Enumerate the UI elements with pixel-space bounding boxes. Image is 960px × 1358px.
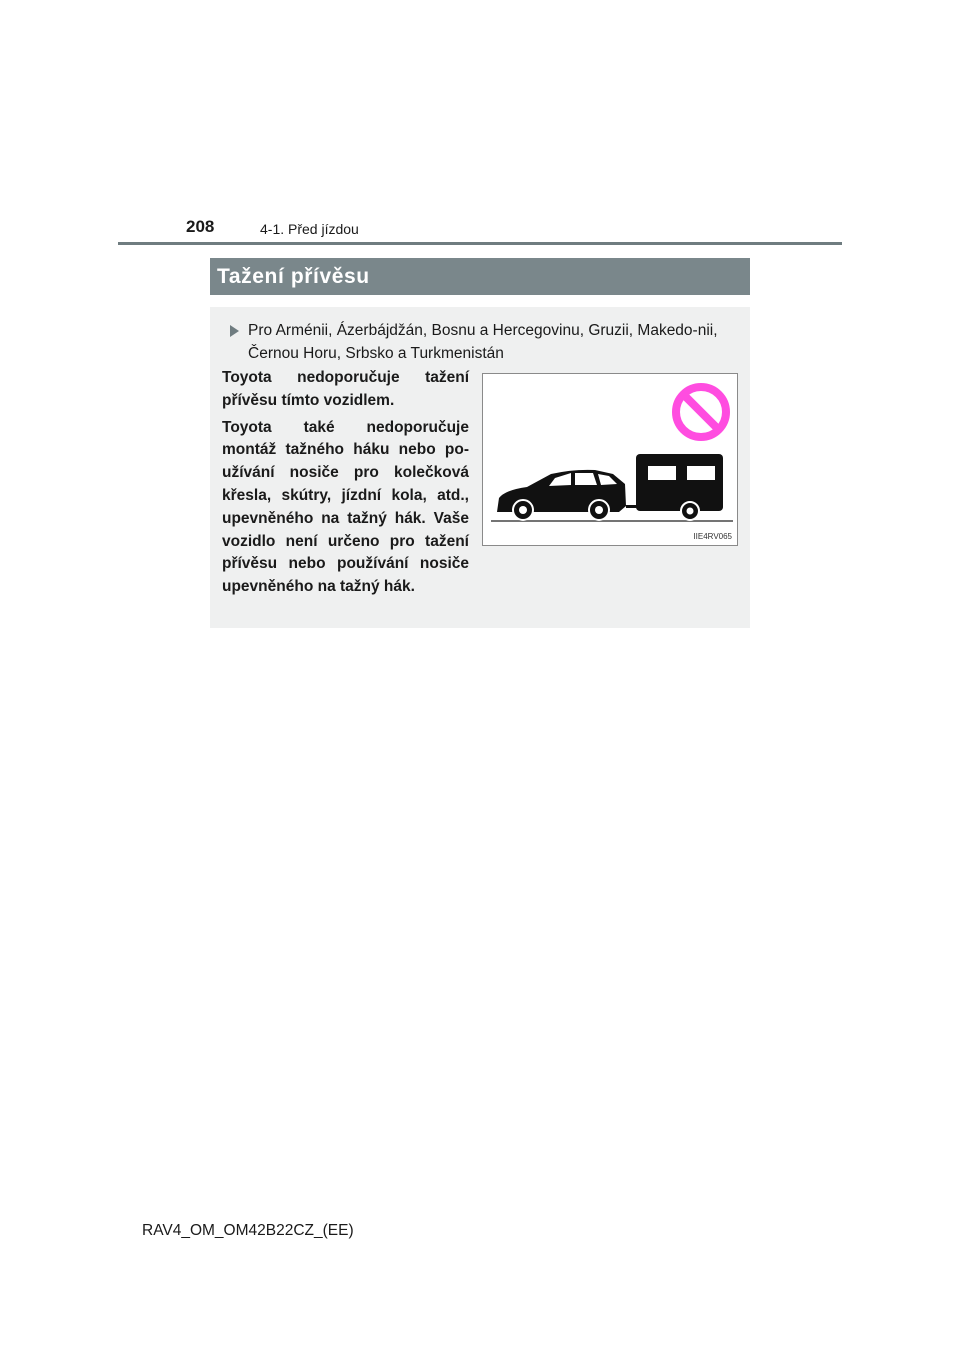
header-divider [118, 242, 842, 245]
region-heading [230, 319, 742, 365]
towing-prohibited-illustration [482, 373, 738, 546]
region-heading-text: Pro Arménii, Ázerbájdžán, Bosnu a Hercegovinu, Gruzii, Makedo-nii, Černou Horu, Srbsko a Turkmenistán [248, 322, 718, 362]
section-reference: 4-1. Před jízdou [260, 221, 359, 237]
section-title-bar [210, 258, 750, 295]
warning-text [222, 367, 469, 603]
illustration-svg [483, 374, 739, 547]
content-box [210, 307, 750, 628]
document-code: RAV4_OM_OM42B22CZ_(EE) [142, 1222, 354, 1239]
paragraph-no-hitch: Toyota také nedoporučuje montáž tažného háku nebo po-užívání nosiče pro kolečková křesla, skútry, jízdní kola, atd., upevněného na tažný hák. Vaše vozidlo není určeno pro tažení přívěsu nebo používání nosiče upevněného na tažný hák. [222, 418, 469, 596]
paragraph-no-towing: Toyota nedoporučuje tažení přívěsu tímto vozidlem. [222, 369, 469, 409]
triangle-bullet-icon [230, 325, 239, 337]
section-title: Tažení přívěsu [217, 264, 370, 288]
car-icon [497, 470, 626, 520]
figure-id: IIE4RV065 [693, 532, 732, 541]
prohibition-icon [676, 387, 726, 437]
page-number: 208 [186, 217, 215, 236]
trailer-icon [636, 454, 723, 520]
